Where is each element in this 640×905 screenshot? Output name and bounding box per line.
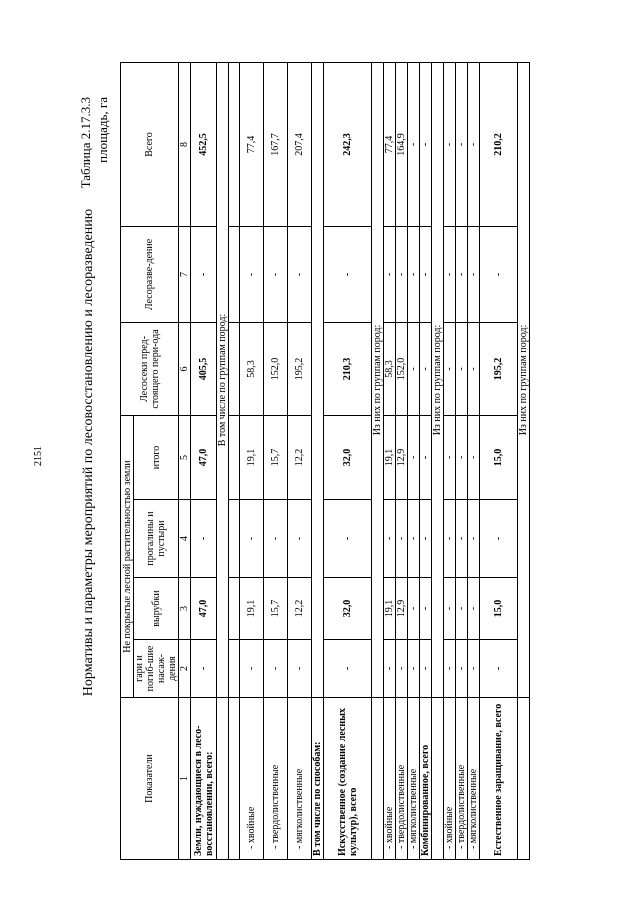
cell: - [456, 322, 468, 415]
section-row [372, 62, 384, 859]
index-cell: 1 [179, 698, 191, 860]
cell: - [420, 500, 432, 578]
page-title: Нормативы и параметры мероприятий по лесовосстановлению и лесоразведению [81, 208, 96, 697]
cell: - [468, 640, 480, 698]
section-label: В том числе по группам пород: [217, 62, 229, 697]
cell: - [468, 415, 480, 499]
cell: 77,4 [240, 62, 264, 226]
cell: - [468, 226, 480, 322]
row-label: - хвойные [240, 698, 264, 860]
section-label: Из них по группам пород: [432, 62, 444, 697]
cell: - [444, 415, 456, 499]
row-label: - твердолиственные [456, 698, 468, 860]
cell: 47,0 [191, 578, 217, 640]
cell: - [456, 226, 468, 322]
cell: - [420, 415, 432, 499]
cell: - [384, 500, 396, 578]
index-cell: 6 [179, 322, 191, 415]
cell: - [408, 415, 420, 499]
cell: 152,0 [264, 322, 288, 415]
table-row [420, 62, 432, 859]
row-label: - хвойные [384, 698, 396, 860]
cell: - [456, 500, 468, 578]
table-row [384, 62, 396, 859]
cell: 32,0 [324, 415, 372, 499]
section-row [217, 62, 229, 859]
cell: - [240, 500, 264, 578]
cell: - [324, 226, 372, 322]
cell: - [264, 226, 288, 322]
cell: 405,5 [191, 322, 217, 415]
header-sub-total: итого [134, 415, 179, 499]
table-row [312, 62, 324, 859]
table-row [396, 62, 408, 859]
cell: - [191, 500, 217, 578]
cell: - [240, 640, 264, 698]
table-row [288, 62, 312, 859]
cell: - [468, 62, 480, 226]
table-row [408, 62, 420, 859]
cell: - [191, 226, 217, 322]
cell: - [420, 226, 432, 322]
cell: - [456, 640, 468, 698]
cell: - [456, 578, 468, 640]
cell: - [408, 62, 420, 226]
cell: - [408, 578, 420, 640]
cell: - [444, 322, 456, 415]
cell: - [288, 226, 312, 322]
cell: - [444, 500, 456, 578]
row-label: В том числе по способам: [312, 698, 324, 860]
header-sub-glades: прогалины и пустыри [134, 500, 179, 578]
cell: 207,4 [288, 62, 312, 226]
header-col7: Лесоразве-дение [121, 226, 179, 322]
index-cell: 2 [179, 640, 191, 698]
cell: - [191, 640, 217, 698]
cell: 152,0 [396, 322, 408, 415]
header-sub-cuttings: вырубки [134, 578, 179, 640]
row-label: Земли, нуждающиеся в лесо-восстановлении, всего: [191, 698, 217, 860]
cell: 12,9 [396, 415, 408, 499]
cell: 167,7 [264, 62, 288, 226]
cell: - [456, 415, 468, 499]
cell: 210,3 [324, 322, 372, 415]
cell: 12,2 [288, 415, 312, 499]
cell: 15,7 [264, 415, 288, 499]
cell: - [468, 322, 480, 415]
row-label: - мягколиственные [408, 698, 420, 860]
cell: 12,2 [288, 578, 312, 640]
cell: 195,2 [288, 322, 312, 415]
norms-table [120, 62, 530, 860]
index-cell: 3 [179, 578, 191, 640]
cell: - [408, 500, 420, 578]
table-row [468, 62, 480, 859]
cell: - [408, 640, 420, 698]
cell: 15,0 [480, 415, 518, 499]
header-group: Не покрытые лесной растительностью земли [121, 415, 134, 697]
cell: - [324, 640, 372, 698]
cell: 195,2 [480, 322, 518, 415]
cell: 19,1 [240, 415, 264, 499]
header-sub-fires: гари и погиб-шие насаж-дения [134, 640, 179, 698]
units-label: площадь, га [95, 97, 110, 163]
cell: 164,9 [396, 62, 408, 226]
section-row [518, 62, 530, 859]
cell: - [384, 226, 396, 322]
cell: 242,3 [324, 62, 372, 226]
cell: - [420, 640, 432, 698]
header-col8: Всего [121, 62, 179, 226]
row-label: - мягколиственные [288, 698, 312, 860]
index-cell: 4 [179, 500, 191, 578]
row-label: Комбинированное, всего [420, 698, 432, 860]
cell: - [480, 640, 518, 698]
cell: - [456, 62, 468, 226]
cell: - [444, 226, 456, 322]
row-label: - твердолиственные [396, 698, 408, 860]
cell: - [264, 500, 288, 578]
cell: 15,0 [480, 578, 518, 640]
table-row [264, 62, 288, 859]
cell: - [420, 578, 432, 640]
cell: 32,0 [324, 578, 372, 640]
row-label: - хвойные [444, 698, 456, 860]
cell: - [288, 500, 312, 578]
section-label: Из них по группам пород: [372, 62, 384, 697]
table-row [444, 62, 456, 859]
cell: - [480, 500, 518, 578]
cell: - [420, 62, 432, 226]
cell: 19,1 [384, 578, 396, 640]
cell: - [240, 226, 264, 322]
cell: - [396, 500, 408, 578]
index-cell: 7 [179, 226, 191, 322]
row-label: Естественное заращивание, всего [480, 698, 518, 860]
section-row [432, 62, 444, 859]
row-label: - твердолиственные [264, 698, 288, 860]
cell: - [444, 578, 456, 640]
cell: - [408, 226, 420, 322]
table-row [324, 62, 372, 859]
cell: - [384, 640, 396, 698]
cell: 210,2 [480, 62, 518, 226]
table-code: Таблица 2.17.3.3 [78, 97, 93, 189]
cell: 452,5 [191, 62, 217, 226]
header-indicator: Показатели [121, 698, 179, 860]
cell: - [264, 640, 288, 698]
section-label: Из них по группам пород: [518, 62, 530, 697]
cell: - [324, 500, 372, 578]
cell: - [288, 640, 312, 698]
table-row [191, 62, 217, 859]
cell: - [468, 500, 480, 578]
row-label: Искусственное (создание лесных культур), всего [324, 698, 372, 860]
header-col6: Лесосеки пред-стоящего пери-ода [121, 322, 179, 415]
cell: 58,3 [240, 322, 264, 415]
cell: - [468, 578, 480, 640]
cell: - [444, 62, 456, 226]
cell: 77,4 [384, 62, 396, 226]
cell: - [444, 640, 456, 698]
table-row [456, 62, 468, 859]
index-cell: 8 [179, 62, 191, 226]
cell: 15,7 [264, 578, 288, 640]
page-number: 2151 [33, 446, 44, 466]
cell: - [420, 322, 432, 415]
cell: - [396, 640, 408, 698]
table-row [240, 62, 264, 859]
row-label: - мягколиственные [468, 698, 480, 860]
cell: - [396, 226, 408, 322]
cell: 47,0 [191, 415, 217, 499]
cell: 58,3 [384, 322, 396, 415]
cell: 12,9 [396, 578, 408, 640]
cell: 19,1 [384, 415, 396, 499]
cell: 19,1 [240, 578, 264, 640]
cell: - [480, 226, 518, 322]
table-row [480, 62, 518, 859]
index-cell: 5 [179, 415, 191, 499]
cell: - [408, 322, 420, 415]
